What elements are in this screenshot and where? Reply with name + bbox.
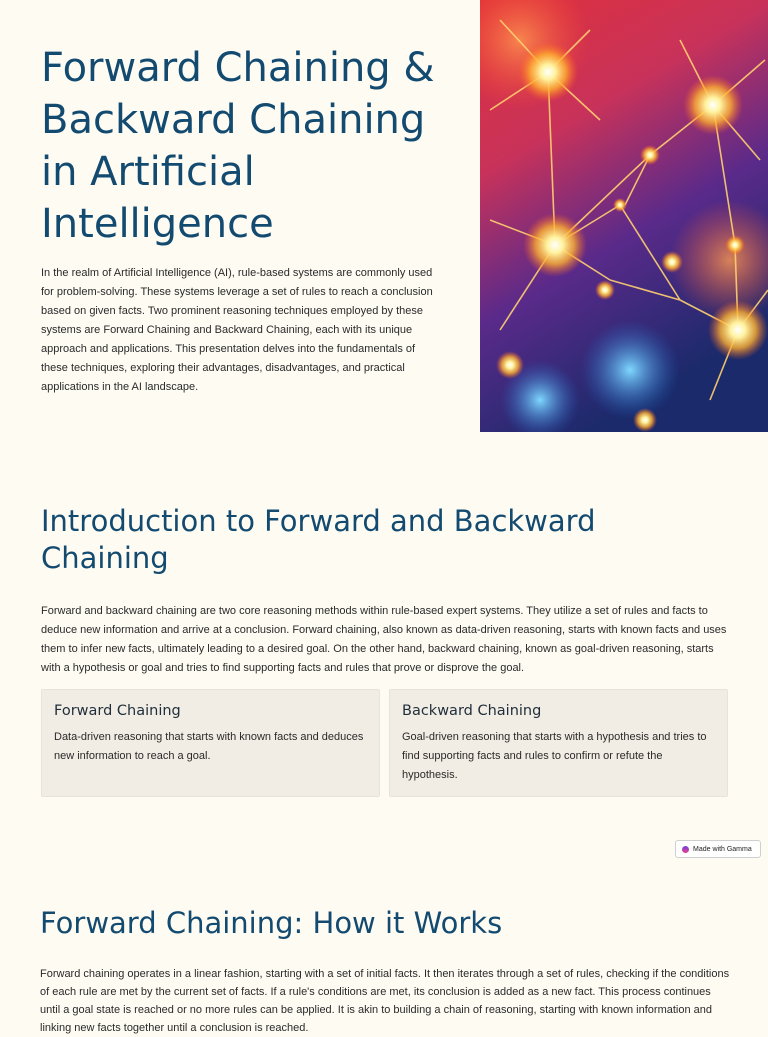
page-title: Forward Chaining & Backward Chaining in Artificial Intelligence [41,45,435,247]
section-paragraph-how-it-works: Forward chaining operates in a linear fashion, starting with a set of initial facts. It then iterates through a set of rules, checking if the conditions of each rule are met by the current set of facts. If a rule's conditions are met, its conclusion is added as a new fact. This process continues until a goal state is reached or no more rules can be applied. It is akin to building a chain of reasoning, starting with known information and linking new facts together until a conclusion is reached. [40,968,730,1034]
made-with-gamma-badge[interactable] [675,840,761,858]
intro-paragraph: In the realm of Artificial Intelligence (AI), rule-based systems are commonly used for problem-solving. These systems leverage a set of rules to reach a conclusion based on given facts. Two prominent reasoning techniques employed by these systems are Forward Chaining and Backward Chaining, each with its unique approach and applications. This presentation delves into the fundamentals of these techniques, exploring their advantages, disadvantages, and practical applications in the AI landscape. [41,267,433,393]
section-title-how-it-works: Forward Chaining: How it Works [40,906,503,940]
section-title-introduction: Introduction to Forward and Backward Chaining [41,504,596,575]
badge-label: Made with Gamma [693,845,752,853]
section-paragraph-introduction: Forward and backward chaining are two core reasoning methods within rule-based expert systems. They utilize a set of rules and facts to deduce new information and arrive at a conclusion. Forward chaining, also known as data-driven reasoning, starts with known facts and uses them to infer new facts, ultimately leading to a desired goal. On the other hand, backward chaining, known as goal-driven reasoning, starts with a hypothesis or goal and tries to find supporting facts and rules that prove or disprove the goal. [41,605,727,674]
card-backward-chaining [389,689,728,797]
neuron-illustration [480,0,768,432]
card-title: Forward Chaining [54,703,181,719]
neural-network-image [480,0,768,432]
card-text: Data-driven reasoning that starts with known facts and deduces new information to reach a goal. [54,731,364,762]
card-title: Backward Chaining [402,703,542,719]
card-text: Goal-driven reasoning that starts with a hypothesis and tries to find supporting facts and rules to confirm or refute the hypothesis. [402,731,707,781]
card-forward-chaining [41,689,380,797]
gamma-logo-icon [682,846,689,853]
